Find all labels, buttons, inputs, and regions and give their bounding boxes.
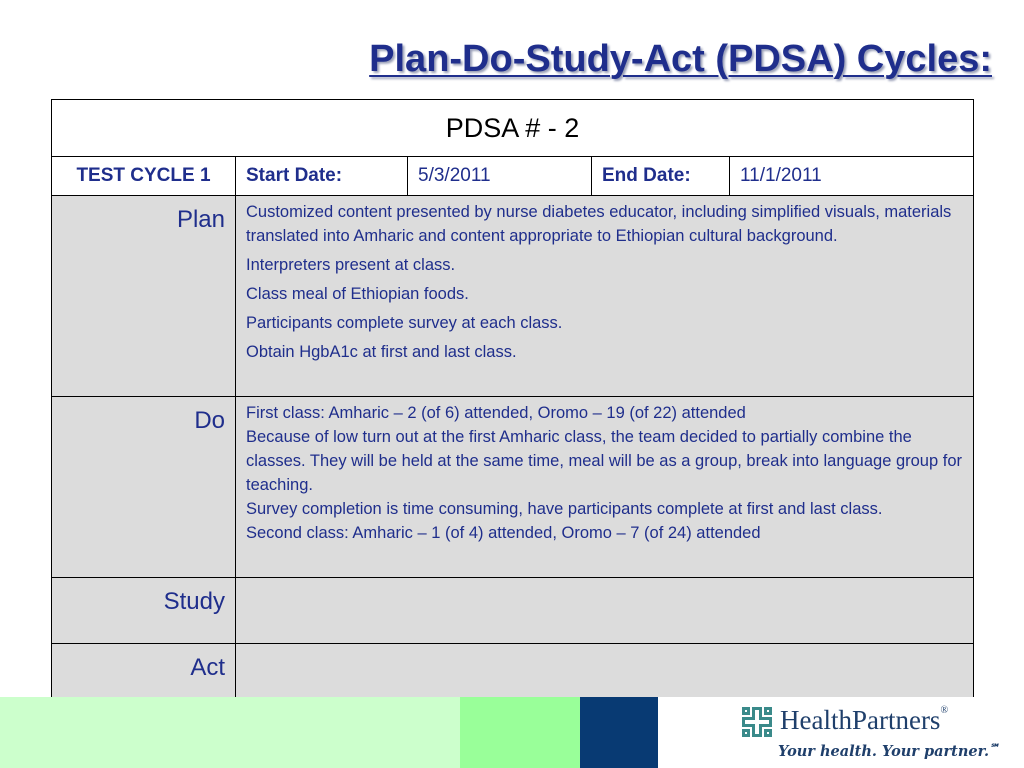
do-line: First class: Amharic – 2 (of 6) attended, Oromo – 19 (of 22) attended: [246, 404, 746, 422]
do-label: Do: [52, 397, 236, 578]
pdsa-table: [51, 99, 974, 713]
end-date-value: 11/1/2011: [730, 157, 974, 196]
pdsa-number-header: PDSA # - 2: [52, 100, 974, 157]
logo-tagline-text: Your health. Your partner.: [778, 743, 989, 760]
footer-bar: [0, 697, 1024, 768]
logo-registered-mark: ®: [940, 705, 949, 716]
healthpartners-logo: [658, 697, 1024, 768]
do-line: Because of low turn out at the first Amharic class, the team decided to partially combine the classes. They will be held at the same time, meal will be as a group, break into language group for teaching.: [246, 428, 963, 494]
pdsa-header-row: [52, 100, 974, 157]
logo-wordmark: [780, 705, 948, 736]
test-cycle-row: [52, 157, 974, 196]
footer-band-navy: [580, 697, 658, 768]
act-label: Act: [52, 644, 236, 713]
start-date-label: Start Date:: [236, 157, 408, 196]
study-row: [52, 578, 974, 644]
plan-label: Plan: [52, 196, 236, 397]
healthpartners-cross-icon: [742, 707, 772, 737]
do-line: Survey completion is time consuming, have participants complete at first and last class.: [246, 500, 883, 518]
plan-line: Interpreters present at class.: [246, 256, 456, 274]
plan-row: [52, 196, 974, 397]
plan-line: Customized content presented by nurse diabetes educator, including simplified visuals, materials translated into Amharic and content appropriate to Ethiopian cultural background.: [246, 203, 952, 245]
footer-band-light-green: [0, 697, 460, 768]
do-line: Second class: Amharic – 1 (of 4) attended, Oromo – 7 (of 24) attended: [246, 524, 761, 542]
logo-tagline: [778, 743, 999, 760]
do-content: [236, 397, 974, 578]
plan-content: [236, 196, 974, 397]
plan-line: Participants complete survey at each class.: [246, 314, 563, 332]
start-date-value: 5/3/2011: [408, 157, 592, 196]
plan-line: Obtain HgbA1c at first and last class.: [246, 343, 517, 361]
end-date-label: End Date:: [592, 157, 730, 196]
study-label: Study: [52, 578, 236, 644]
footer-band-green: [460, 697, 580, 768]
test-cycle-label: TEST CYCLE 1: [52, 157, 236, 196]
logo-service-mark: ℠: [989, 743, 1000, 754]
slide-title: Plan-Do-Study-Act (PDSA) Cycles:: [369, 38, 992, 80]
study-content: [236, 578, 974, 644]
logo-name-text: HealthPartners: [780, 705, 941, 735]
plan-line: Class meal of Ethiopian foods.: [246, 285, 469, 303]
do-row: [52, 397, 974, 578]
